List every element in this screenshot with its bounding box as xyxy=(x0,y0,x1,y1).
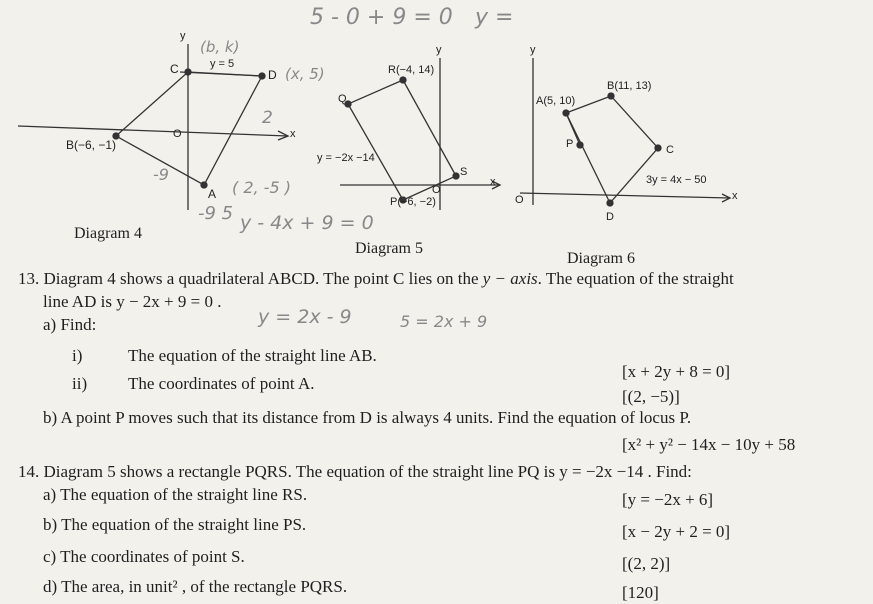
d6-point-b xyxy=(608,93,614,99)
d4-point-c-label: C xyxy=(170,62,179,76)
diagram-5-graphic xyxy=(340,58,500,210)
d5-point-r-label: R(−4, 14) xyxy=(388,64,435,76)
handwriting-point-b-guess: (b, k) xyxy=(200,38,240,56)
d6-point-d xyxy=(607,200,613,206)
handwriting-minus9-5: -9 5 xyxy=(198,203,234,224)
d5-line-label: y = −2x −14 xyxy=(317,152,375,164)
q14-d-answer: [120] xyxy=(622,583,659,602)
q14-intro: 14. Diagram 5 shows a rectangle PQRS. The equation of the straight line PQ is y = −2x −14 . Find: xyxy=(18,462,692,481)
q14-b-answer: [x − 2y + 2 = 0] xyxy=(622,522,731,541)
d5-point-s xyxy=(453,173,459,179)
d5-y-axis-label: y xyxy=(436,44,442,56)
q14-part-a: a) The equation of the straight line RS. xyxy=(43,485,308,504)
d5-point-s-label: S xyxy=(460,166,468,178)
q13-ai-answer: [x + 2y + 8 = 0] xyxy=(622,362,731,381)
handwriting-minus9: -9 xyxy=(153,165,169,184)
q13-intro-text: 13. Diagram 4 shows a quadrilateral ABCD. The point C lies on the xyxy=(18,269,479,288)
handwriting-top-equation: 5 - 0 + 9 = 0 xyxy=(310,5,453,30)
q13-ai-number: i) xyxy=(72,346,83,365)
handwriting-five-rewrite: 5 = 2x + 9 xyxy=(400,312,488,331)
q14-part-b: b) The equation of the straight line PS. xyxy=(43,515,307,534)
d6-point-a xyxy=(563,110,569,116)
d6-y-axis-label: y xyxy=(530,44,536,56)
q13-aii-number: ii) xyxy=(72,374,88,393)
handwriting-line-equation: y - 4x + 9 = 0 xyxy=(240,212,374,234)
handwriting-point-a-guess: ( 2, -5 ) xyxy=(232,178,291,197)
q14-part-d: d) The area, in unit² , of the rectangle PQRS. xyxy=(43,577,348,596)
d4-x-axis xyxy=(18,126,288,136)
d6-x-axis-label: x xyxy=(732,190,738,202)
diagram-4-caption: Diagram 4 xyxy=(74,225,142,242)
q13-b-answer: [x² + y² − 14x − 10y + 58 xyxy=(622,435,796,454)
q14-part-c: c) The coordinates of point S. xyxy=(43,547,245,566)
q13-ai-text: The equation of the straight line AB. xyxy=(128,346,377,365)
d6-line-label: 3y = 4x − 50 xyxy=(646,174,707,186)
handwriting-seg-2: 2 xyxy=(262,108,273,128)
q13-part-a: a) Find: xyxy=(43,315,97,334)
handwriting-top-y: y = xyxy=(475,5,514,30)
q13-intro-axis: y − axis xyxy=(482,269,538,288)
d6-point-a-label: A(5, 10) xyxy=(536,95,576,107)
q13-intro-end: . The equation of the straight xyxy=(537,269,734,288)
d5-point-p-label: P(−6, −2) xyxy=(390,196,436,208)
d5-x-axis-label: x xyxy=(490,176,496,188)
d4-line-label: y = 5 xyxy=(210,58,235,70)
d4-point-c xyxy=(185,69,191,75)
d4-origin-label: O xyxy=(173,128,182,140)
d4-point-a-label: A xyxy=(208,187,217,201)
d5-point-r xyxy=(400,77,406,83)
d6-origin-label: O xyxy=(515,194,524,206)
q13-line2: line AD is y − 2x + 9 = 0 . xyxy=(43,292,222,311)
d6-x-axis xyxy=(520,193,730,198)
handwriting-ad-rewrite: y = 2x - 9 xyxy=(258,306,352,328)
d5-origin-label: O xyxy=(432,184,441,196)
diagram-5-caption: Diagram 5 xyxy=(355,240,423,257)
d6-point-c xyxy=(655,145,661,151)
q13-aii-text: The coordinates of point A. xyxy=(128,374,315,393)
d6-point-p xyxy=(577,142,583,148)
d6-quadrilateral xyxy=(566,96,658,203)
d4-point-b-label: B(−6, −1) xyxy=(66,138,117,152)
q14-a-answer: [y = −2x + 6] xyxy=(622,490,714,509)
d4-point-d xyxy=(259,73,265,79)
d6-point-c-label: C xyxy=(666,144,674,156)
handwriting-point-d-guess: (x, 5) xyxy=(285,65,325,83)
d4-point-a xyxy=(201,182,207,188)
d4-x-axis-label: x xyxy=(290,128,296,140)
d6-point-p-label: P xyxy=(566,138,574,150)
d4-point-d-label: D xyxy=(268,68,277,82)
q13-part-b: b) A point P moves such that its distance from D is always 4 units. Find the equation of locus P. xyxy=(43,408,692,427)
d5-point-q-label: Q xyxy=(338,93,347,105)
d6-point-d-label: D xyxy=(606,211,614,223)
d4-quadrilateral xyxy=(116,72,262,185)
diagram-6-caption: Diagram 6 xyxy=(567,250,635,267)
q14-c-answer: [(2, 2)] xyxy=(622,554,671,573)
q13-intro xyxy=(18,269,734,289)
d4-y-axis-label: y xyxy=(180,30,186,42)
q13-aii-answer: [(2, −5)] xyxy=(622,387,680,406)
d6-point-b-label: B(11, 13) xyxy=(607,80,652,92)
